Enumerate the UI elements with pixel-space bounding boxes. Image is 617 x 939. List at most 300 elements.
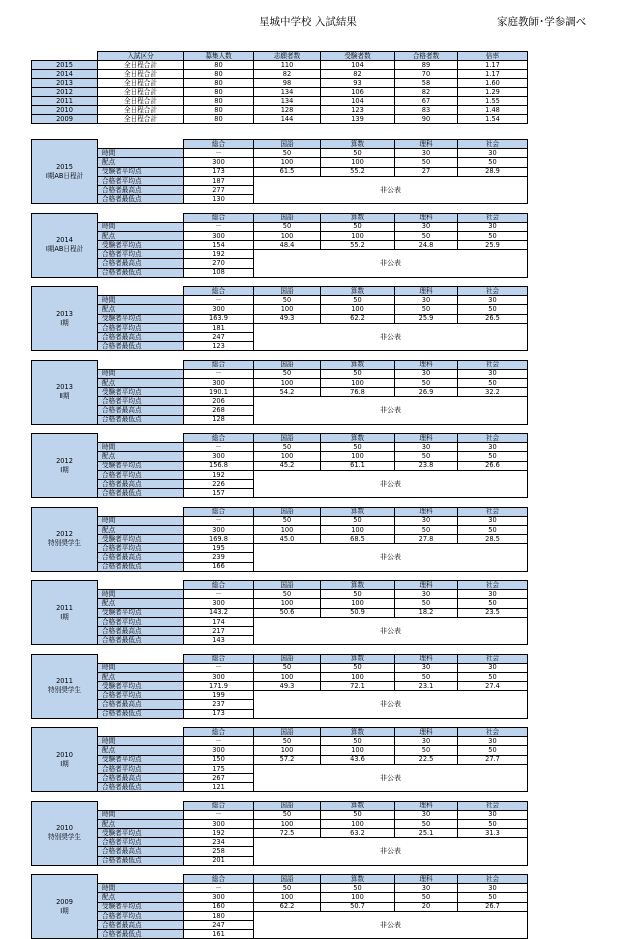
detail-header-cell: 総合 [184,360,254,369]
summary-cell: 全日程合計 [98,79,184,88]
detail-header-cell: 理科 [395,140,458,149]
summary-table [31,51,528,124]
score-cell: 50 [395,525,458,534]
detail-header-blank [98,728,184,737]
group-spacer-row [32,865,528,874]
detail-header-cell: 社会 [458,213,528,222]
group-year: 2015 [56,162,73,171]
score-cell: 50 [395,378,458,387]
score-cell: 30 [458,369,528,378]
summary-row [32,79,528,88]
score-cell: － [184,737,254,746]
total-score-cell: 143 [184,636,254,645]
score-cell: 50 [254,884,321,893]
row-label: 合格者平均点 [98,691,184,700]
summary-header-cell: 志願者数 [254,52,321,61]
group-spacer-row [32,792,528,801]
total-score-cell: 217 [184,626,254,635]
score-cell: 173 [184,167,254,176]
score-cell: 30 [458,516,528,525]
group-name: Ⅱ期 [59,392,70,401]
detail-header-row [32,507,528,516]
detail-header-cell: 算数 [321,507,395,516]
row-label: 受験者平均点 [98,829,184,838]
total-score-cell: 161 [184,930,254,939]
detail-header-cell: 算数 [321,654,395,663]
row-label: 合格者平均点 [98,397,184,406]
non-public-cell: 非公表 [254,470,528,498]
group-label-cell [32,801,98,865]
non-public-cell: 非公表 [254,691,528,719]
total-score-cell: 206 [184,397,254,406]
group-year: 2014 [56,236,73,245]
row-label: 合格者平均点 [98,764,184,773]
score-cell: 50 [395,452,458,461]
row-label: 受験者平均点 [98,682,184,691]
summary-row [32,97,528,106]
score-cell: 50 [458,819,528,828]
score-cell: 72.1 [321,682,395,691]
detail-header-row [32,360,528,369]
score-cell: 50 [395,305,458,314]
detail-row [32,397,528,406]
non-public-cell: 非公表 [254,323,528,351]
summary-header-cell: 合格者数 [395,52,458,61]
score-cell: 300 [184,231,254,240]
group-spacer-row [32,424,528,433]
score-cell: 25.1 [395,829,458,838]
score-cell: 50 [254,516,321,525]
total-score-cell: 123 [184,342,254,351]
score-cell: 50 [321,149,395,158]
detail-table [31,139,528,939]
row-label: 合格者平均点 [98,323,184,332]
score-cell: 300 [184,599,254,608]
row-label: 合格者最高点 [98,920,184,929]
score-cell: 100 [254,819,321,828]
detail-row [32,902,528,911]
detail-row [32,590,528,599]
group-label-cell [32,728,98,792]
detail-header-cell: 国語 [254,287,321,296]
total-score-cell: 239 [184,553,254,562]
total-score-cell: 192 [184,250,254,259]
score-cell: 100 [321,378,395,387]
detail-header-cell: 国語 [254,728,321,737]
detail-header-cell: 算数 [321,287,395,296]
row-label: 配点 [98,893,184,902]
score-cell: － [184,516,254,525]
detail-row [32,314,528,323]
group-spacer [32,498,528,507]
row-label: 受験者平均点 [98,755,184,764]
score-cell: 190.1 [184,388,254,397]
score-cell: 156.8 [184,461,254,470]
detail-header-cell: 社会 [458,507,528,516]
detail-row [32,764,528,773]
score-cell: 100 [321,672,395,681]
score-cell: 30 [395,443,458,452]
summary-row [32,106,528,115]
detail-row [32,222,528,231]
score-cell: 20 [395,902,458,911]
detail-header-cell: 社会 [458,654,528,663]
row-label: 時間 [98,516,184,525]
score-cell: 300 [184,672,254,681]
score-cell: 50 [321,663,395,672]
non-public-cell: 非公表 [254,250,528,278]
detail-header-row [32,801,528,810]
score-cell: 30 [395,149,458,158]
total-score-cell: 166 [184,562,254,571]
summary-corner [32,52,98,61]
summary-cell: 58 [395,79,458,88]
row-label: 合格者最高点 [98,479,184,488]
detail-row [32,305,528,314]
group-spacer-row [32,204,528,213]
detail-header-cell: 理科 [395,213,458,222]
group-name: 特別奨学生 [48,833,81,842]
total-score-cell: 267 [184,773,254,782]
group-spacer [32,865,528,874]
detail-header-cell: 理科 [395,507,458,516]
detail-row [32,544,528,553]
row-label: 配点 [98,819,184,828]
score-cell: 68.5 [321,535,395,544]
detail-row [32,535,528,544]
group-label-cell [32,287,98,351]
score-cell: 61.1 [321,461,395,470]
summary-header-cell: 募集人数 [184,52,254,61]
score-cell: 54.2 [254,388,321,397]
row-label: 受験者平均点 [98,902,184,911]
summary-cell: 128 [254,106,321,115]
detail-row [32,516,528,525]
score-cell: 30 [458,884,528,893]
summary-cell: 80 [184,97,254,106]
detail-header-blank [98,581,184,590]
score-cell: 50 [458,158,528,167]
group-year: 2010 [56,750,73,759]
summary-cell: 80 [184,61,254,70]
score-cell: 28.5 [458,535,528,544]
group-label-cell [32,581,98,645]
detail-header-row [32,581,528,590]
score-cell: 50 [321,369,395,378]
detail-header-cell: 総合 [184,801,254,810]
summary-cell: 89 [395,61,458,70]
score-cell: 50 [321,737,395,746]
summary-cell: 104 [321,61,395,70]
score-cell: 50 [395,672,458,681]
total-score-cell: 268 [184,406,254,415]
score-cell: 150 [184,755,254,764]
score-cell: 100 [321,231,395,240]
total-score-cell: 130 [184,195,254,204]
summary-cell: 1.17 [458,70,528,79]
summary-year-cell: 2015 [32,61,98,70]
score-cell: 100 [254,599,321,608]
row-label: 配点 [98,158,184,167]
detail-header-cell: 国語 [254,140,321,149]
score-cell: 50 [254,810,321,819]
detail-header-cell: 総合 [184,875,254,884]
score-cell: 30 [458,590,528,599]
total-score-cell: 247 [184,332,254,341]
summary-cell: 83 [395,106,458,115]
summary-table-body [32,52,528,124]
non-public-cell: 非公表 [254,176,528,204]
summary-year-cell: 2014 [32,70,98,79]
score-cell: 50 [458,672,528,681]
detail-row [32,911,528,920]
score-cell: 50 [395,231,458,240]
score-cell: 50 [321,590,395,599]
group-name: 特別奨学生 [48,539,81,548]
detail-header-row [32,287,528,296]
score-cell: 50 [321,296,395,305]
group-year: 2009 [56,897,73,906]
score-cell: 45.2 [254,461,321,470]
score-cell: 50 [321,443,395,452]
row-label: 合格者平均点 [98,617,184,626]
detail-header-cell: 算数 [321,728,395,737]
detail-header-cell: 算数 [321,801,395,810]
detail-header-cell: 総合 [184,654,254,663]
detail-header-cell: 算数 [321,213,395,222]
detail-header-cell: 総合 [184,728,254,737]
row-label: 合格者最低点 [98,415,184,424]
score-cell: 300 [184,525,254,534]
score-cell: 50 [458,599,528,608]
non-public-cell: 非公表 [254,764,528,792]
group-label-cell [32,875,98,939]
score-cell: 25.9 [458,241,528,250]
score-cell: 30 [395,737,458,746]
row-label: 合格者平均点 [98,544,184,553]
score-cell: 100 [254,746,321,755]
score-cell: 50 [458,893,528,902]
summary-cell: 全日程合計 [98,88,184,97]
summary-cell: 139 [321,115,395,124]
score-cell: 300 [184,158,254,167]
detail-row [32,149,528,158]
score-cell: 50 [321,810,395,819]
summary-cell: 1.60 [458,79,528,88]
score-cell: 30 [395,296,458,305]
score-cell: 57.2 [254,755,321,764]
score-cell: 30 [395,516,458,525]
summary-row [32,70,528,79]
row-label: 配点 [98,599,184,608]
score-cell: 30 [458,443,528,452]
group-year: 2013 [56,309,73,318]
score-cell: 26.6 [458,461,528,470]
score-cell: 49.3 [254,314,321,323]
total-score-cell: 258 [184,847,254,856]
score-cell: 100 [254,452,321,461]
score-cell: 300 [184,452,254,461]
page-title: 星城中学校 入試結果 [259,16,357,28]
row-label: 合格者平均点 [98,250,184,259]
detail-header-blank [98,287,184,296]
score-cell: 23.8 [395,461,458,470]
score-cell: － [184,296,254,305]
row-label: 受験者平均点 [98,461,184,470]
total-score-cell: 108 [184,268,254,277]
group-spacer [32,351,528,360]
score-cell: 100 [321,452,395,461]
score-cell: 48.4 [254,241,321,250]
score-cell: 24.8 [395,241,458,250]
row-label: 時間 [98,222,184,231]
summary-cell: 82 [254,70,321,79]
summary-cell: 1.17 [458,61,528,70]
detail-header-cell: 国語 [254,360,321,369]
summary-cell: 1.55 [458,97,528,106]
score-cell: － [184,663,254,672]
score-cell: 23.5 [458,608,528,617]
row-label: 配点 [98,746,184,755]
total-score-cell: 277 [184,185,254,194]
score-cell: 30 [395,810,458,819]
summary-cell: 80 [184,88,254,97]
row-label: 合格者最高点 [98,700,184,709]
detail-header-cell: 国語 [254,213,321,222]
summary-header-cell: 受験者数 [321,52,395,61]
score-cell: 28.9 [458,167,528,176]
summary-cell: 67 [395,97,458,106]
group-name: Ⅰ期 [60,465,69,474]
row-label: 合格者最高点 [98,406,184,415]
detail-header-cell: 算数 [321,875,395,884]
row-label: 配点 [98,672,184,681]
group-spacer-row [32,718,528,727]
score-cell: 50 [321,516,395,525]
total-score-cell: 157 [184,489,254,498]
summary-year-cell: 2009 [32,115,98,124]
detail-header-cell: 総合 [184,581,254,590]
score-cell: 30 [395,884,458,893]
detail-header-cell: 理科 [395,875,458,884]
summary-cell: 80 [184,79,254,88]
row-label: 時間 [98,149,184,158]
detail-header-blank [98,507,184,516]
score-cell: 100 [321,525,395,534]
row-label: 合格者最高点 [98,773,184,782]
score-cell: 50 [458,305,528,314]
score-cell: 30 [458,737,528,746]
score-cell: 50 [254,369,321,378]
score-cell: 62.2 [254,902,321,911]
row-label: 時間 [98,737,184,746]
score-cell: 100 [321,893,395,902]
group-name: Ⅰ期AB日程計 [45,245,84,254]
row-label: 受験者平均点 [98,535,184,544]
row-label: 合格者最低点 [98,856,184,865]
summary-cell: 134 [254,88,321,97]
detail-row [32,682,528,691]
summary-cell: 全日程合計 [98,61,184,70]
group-year: 2013 [56,383,73,392]
detail-header-cell: 算数 [321,140,395,149]
total-score-cell: 226 [184,479,254,488]
group-label-cell [32,507,98,571]
score-cell: 50 [254,443,321,452]
detail-row [32,323,528,332]
row-label: 時間 [98,810,184,819]
non-public-cell: 非公表 [254,911,528,939]
score-cell: 300 [184,819,254,828]
detail-row [32,443,528,452]
detail-header-cell: 総合 [184,507,254,516]
score-cell: 30 [458,296,528,305]
row-label: 受験者平均点 [98,608,184,617]
score-cell: 61.5 [254,167,321,176]
score-cell: － [184,369,254,378]
total-score-cell: 173 [184,709,254,718]
group-label-cell [32,654,98,718]
total-score-cell: 175 [184,764,254,773]
group-name: Ⅰ期 [60,612,69,621]
total-score-cell: 195 [184,544,254,553]
summary-year-cell: 2010 [32,106,98,115]
score-cell: 26.9 [395,388,458,397]
detail-row [32,452,528,461]
summary-cell: 全日程合計 [98,70,184,79]
detail-row [32,608,528,617]
detail-header-cell: 理科 [395,801,458,810]
detail-header-blank [98,360,184,369]
detail-header-cell: 総合 [184,434,254,443]
summary-cell: 144 [254,115,321,124]
detail-header-cell: 総合 [184,213,254,222]
score-cell: 50 [395,746,458,755]
group-spacer-row [32,571,528,580]
non-public-cell: 非公表 [254,838,528,866]
score-cell: 100 [254,305,321,314]
score-cell: 31.3 [458,829,528,838]
row-label: 合格者最高点 [98,626,184,635]
group-year: 2012 [56,456,73,465]
summary-cell: 全日程合計 [98,97,184,106]
score-cell: 55.2 [321,241,395,250]
total-score-cell: 121 [184,783,254,792]
score-cell: 30 [395,663,458,672]
detail-header-cell: 理科 [395,728,458,737]
detail-header-cell: 国語 [254,875,321,884]
summary-header-cell: 入試区分 [98,52,184,61]
detail-header-cell: 社会 [458,581,528,590]
detail-row [32,231,528,240]
total-score-cell: 199 [184,691,254,700]
group-spacer [32,204,528,213]
group-year: 2010 [56,824,73,833]
group-label-cell [32,140,98,204]
detail-header-cell: 社会 [458,801,528,810]
score-cell: 50 [254,149,321,158]
score-cell: － [184,884,254,893]
score-cell: 18.2 [395,608,458,617]
detail-header-cell: 理科 [395,654,458,663]
detail-row [32,388,528,397]
score-cell: 62.2 [321,314,395,323]
summary-row [32,115,528,124]
row-label: 合格者最低点 [98,342,184,351]
score-cell: 50 [395,599,458,608]
source-note: 家庭教師･学参調べ [497,16,587,28]
row-label: 合格者最高点 [98,847,184,856]
